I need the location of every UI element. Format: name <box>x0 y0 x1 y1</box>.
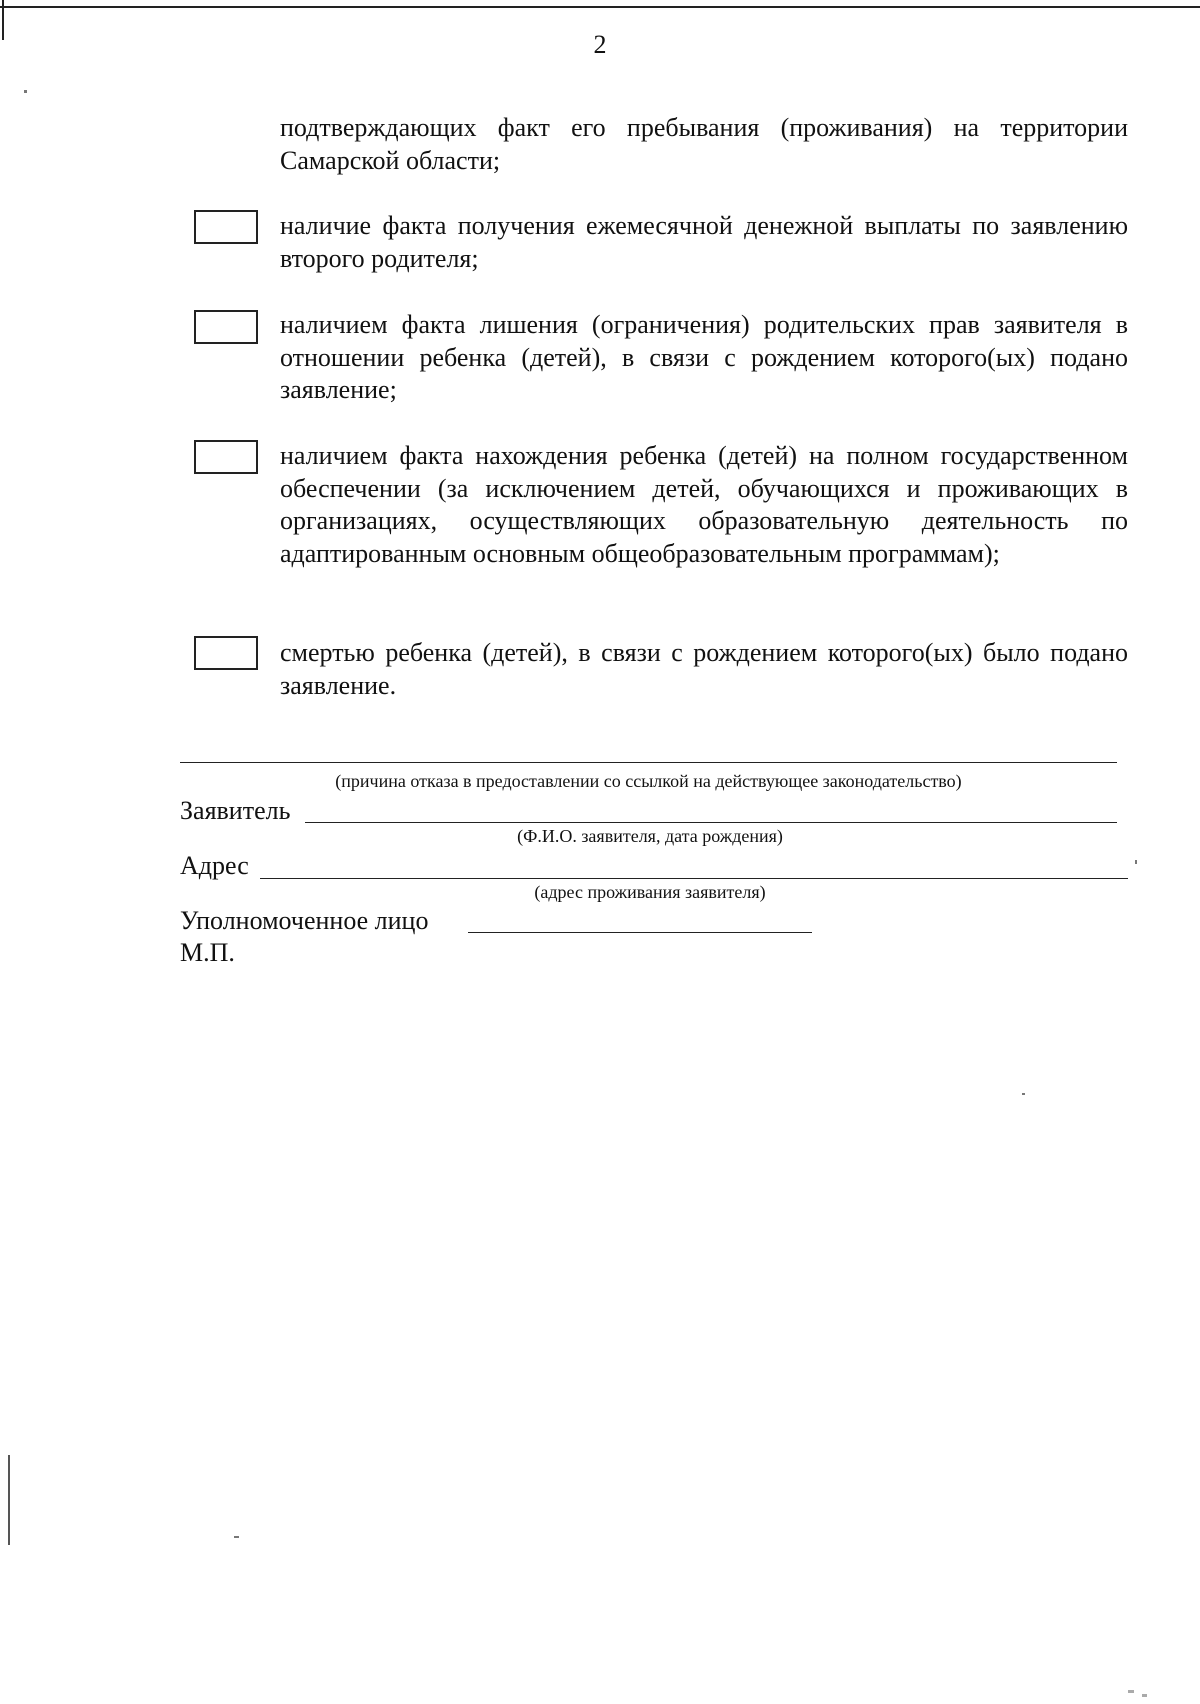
address-caption: (адрес проживания заявителя) <box>534 882 766 902</box>
option-checkbox-state-support[interactable] <box>194 440 258 474</box>
authorized-person-line[interactable] <box>468 932 812 933</box>
option-text-second-parent: наличие факта получения ежемесячной денежной выплаты по заявлению второго родителя; <box>280 211 1128 273</box>
option-checkbox-child-death[interactable] <box>194 636 258 670</box>
option-text-state-support: наличием факта нахождения ребенка (детей) на полном государственном обеспечении (за исключением детей, обучающихся и проживающих в организациях, осуществляющих образовательную деятельность по адаптированным основным общеобразовательным программам); <box>280 441 1128 568</box>
refusal-reason-line[interactable] <box>180 762 1117 763</box>
scan-speck <box>24 90 27 93</box>
address-line[interactable] <box>260 878 1128 879</box>
intro-paragraph: подтверждающих факт его пребывания (проживания) на территории Самарской области; <box>280 113 1128 175</box>
page-number: 2 <box>593 30 607 59</box>
applicant-caption: (Ф.И.О. заявителя, дата рождения) <box>517 826 783 846</box>
option-text-parental-rights: наличием факта лишения (ограничения) родительских прав заявителя в отношении ребенка (детей), в связи с рождением которого(ых) подано заявление; <box>280 310 1128 404</box>
scan-speck <box>1142 1694 1147 1697</box>
applicant-label: Заявитель <box>180 796 291 825</box>
scan-speck <box>1135 860 1137 864</box>
option-text-child-death: смертью ребенка (детей), в связи с рождением которого(ых) было подано заявление. <box>280 638 1128 700</box>
scan-speck <box>234 1536 239 1538</box>
applicant-line[interactable] <box>305 822 1117 823</box>
option-checkbox-parental-rights[interactable] <box>194 310 258 344</box>
option-checkbox-second-parent[interactable] <box>194 210 258 244</box>
scan-edge-top <box>0 6 1200 8</box>
refusal-reason-caption: (причина отказа в предоставлении со ссылкой на действующее законодательство) <box>335 771 962 791</box>
address-label: Адрес <box>180 851 249 880</box>
scan-speck <box>1128 1690 1134 1693</box>
scan-speck <box>1022 1093 1025 1095</box>
authorized-person-label: Уполномоченное лицо <box>180 906 429 935</box>
seal-label: М.П. <box>180 938 235 967</box>
scan-edge-left-lower <box>8 1455 10 1545</box>
